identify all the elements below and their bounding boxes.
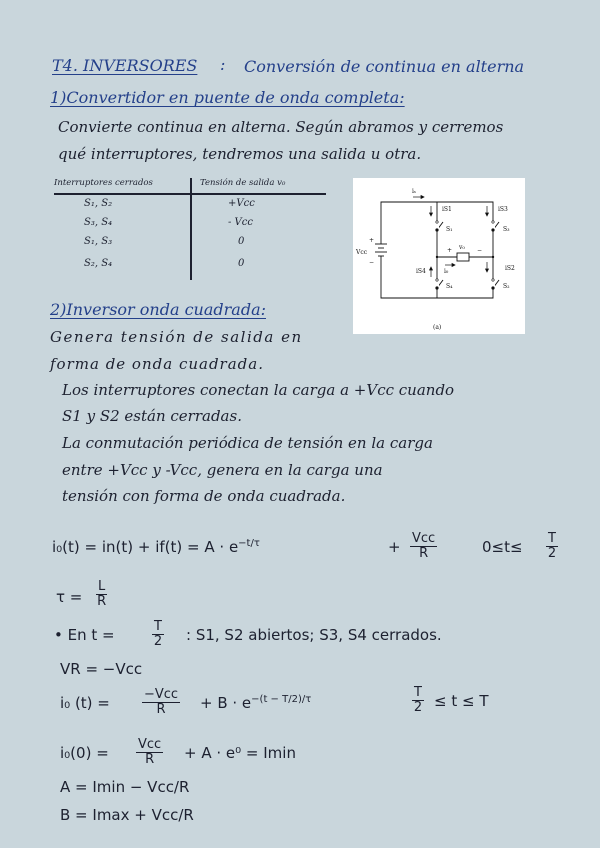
eq1-range: 0≤t≤ bbox=[482, 538, 523, 556]
title-colon: : bbox=[220, 55, 226, 74]
table-row-3-voltage: 0 bbox=[238, 236, 245, 247]
circuit-diagram bbox=[353, 178, 525, 334]
label-minus-source: − bbox=[369, 259, 375, 266]
section2-line-1: Genera tensión de salida en bbox=[50, 328, 303, 346]
a-line: A = Imin − Vcc/R bbox=[60, 778, 190, 796]
bullet-den: 2 bbox=[153, 634, 163, 649]
table-header-voltage: Tensión de salida v₀ bbox=[200, 178, 286, 188]
section2-heading: 2)Inversor onda cuadrada: bbox=[50, 300, 266, 319]
figure-caption: (a) bbox=[433, 324, 442, 331]
eq3-fraction bbox=[136, 738, 163, 767]
section2-line-4: S1 y S2 están cerradas. bbox=[62, 407, 242, 425]
eq3-num: Vcc bbox=[138, 737, 162, 752]
section1-heading: 1)Convertidor en puente de onda completa: bbox=[50, 88, 405, 107]
table-row-1-switches: S₁, S₂ bbox=[84, 198, 113, 209]
eq1-frac-num: Vcc bbox=[412, 531, 436, 546]
section2-line-7: tensión con forma de onda cuadrada. bbox=[62, 487, 346, 505]
eq2-num: −Vcc bbox=[144, 687, 179, 702]
table-row-4-voltage: 0 bbox=[238, 258, 245, 269]
section2-line-2: forma de onda cuadrada. bbox=[50, 355, 264, 373]
eq1-range-den: 2 bbox=[547, 546, 557, 561]
eq2-fraction bbox=[142, 688, 180, 717]
eq2-range-suffix: ≤ t ≤ T bbox=[434, 692, 489, 710]
label-minus-load: − bbox=[477, 247, 483, 254]
section2-line-3: Los interruptores conectan la carga a +Vcc cuando bbox=[62, 381, 455, 399]
bullet-num: T bbox=[154, 619, 162, 634]
eq1-fraction bbox=[410, 532, 437, 561]
label-is2: iS2 bbox=[505, 265, 515, 272]
label-s3: S₃ bbox=[503, 226, 510, 233]
eq2-range-fraction bbox=[412, 686, 424, 715]
eq2-range-den: 2 bbox=[413, 700, 423, 715]
switch-state-table bbox=[54, 178, 326, 280]
title-code: T4. INVERSORES bbox=[52, 56, 198, 75]
table-row-2-switches: S₃, S₄ bbox=[84, 217, 113, 228]
eq3-rhs: + A · e⁰ = Imin bbox=[184, 744, 296, 762]
label-vcc: Vcc bbox=[356, 249, 368, 256]
section2-line-6: entre +Vcc y -Vcc, genera en la carga una bbox=[62, 461, 383, 479]
table-row-4-switches: S₂, S₄ bbox=[84, 258, 113, 269]
bullet-fraction bbox=[152, 620, 164, 649]
full-bridge-circuit-figure bbox=[353, 178, 525, 334]
label-i0: i₀ bbox=[444, 268, 449, 275]
label-is1: iS1 bbox=[442, 206, 452, 213]
eq3-lhs: i₀(0) = bbox=[60, 744, 109, 762]
b-line: B = Imax + Vcc/R bbox=[60, 806, 194, 824]
section2-line-5: La conmutación periódica de tensión en la carga bbox=[62, 434, 433, 452]
label-is3: iS3 bbox=[498, 206, 508, 213]
label-v0: v₀ bbox=[459, 244, 465, 251]
eq2-exponent: −(t − T/2)/τ bbox=[251, 694, 312, 705]
label-plus-source: + bbox=[369, 237, 375, 244]
eq3-den: R bbox=[145, 752, 155, 767]
table-row-2-voltage: - Vcc bbox=[228, 217, 253, 228]
tau-den: R bbox=[97, 594, 107, 609]
label-s2: S₂ bbox=[503, 283, 510, 290]
eq2-range-num: T bbox=[414, 685, 422, 700]
eq1-exponent: −t/τ bbox=[238, 538, 260, 549]
label-plus-load: + bbox=[447, 247, 453, 254]
label-s1: S₁ bbox=[446, 226, 453, 233]
bullet-prefix: • En t = bbox=[54, 626, 115, 644]
label-is4: iS4 bbox=[416, 268, 426, 275]
eq2-mid-text: + B · e bbox=[200, 694, 252, 712]
page-title bbox=[52, 56, 197, 75]
eq2-den: R bbox=[156, 702, 166, 717]
section1-line-1: Convierte continua en alterna. Según abramos y cerremos bbox=[58, 118, 504, 136]
tau-fraction bbox=[96, 580, 107, 609]
eq1-lhs: i₀(t) = in(t) + if(t) = A · e bbox=[52, 538, 239, 556]
tau-num: L bbox=[98, 579, 106, 594]
tau-lhs: τ = bbox=[56, 588, 83, 606]
page-subtitle: Conversión de continua en alterna bbox=[244, 57, 525, 76]
label-is: iₛ bbox=[412, 188, 416, 195]
bullet-suffix: : S1, S2 abiertos; S3, S4 cerrados. bbox=[186, 626, 442, 644]
eq1-range-fraction bbox=[546, 532, 558, 561]
eq1-frac-den: R bbox=[419, 546, 429, 561]
table-row-3-switches: S₁, S₃ bbox=[84, 236, 113, 247]
vr-line: VR = −Vcc bbox=[60, 660, 143, 678]
eq1-range-num: T bbox=[548, 531, 556, 546]
eq2-lhs: i₀ (t) = bbox=[60, 694, 110, 712]
table-row-1-voltage: +Vcc bbox=[228, 198, 255, 209]
section1-line-2: qué interruptores, tendremos una salida u otra. bbox=[58, 145, 422, 163]
table-header-switches: Interruptores cerrados bbox=[54, 178, 153, 188]
eq1-plus: + bbox=[388, 538, 401, 556]
eq2-mid bbox=[200, 694, 311, 712]
label-s4: S₄ bbox=[446, 283, 453, 290]
table-column-divider bbox=[190, 178, 192, 280]
equation-io-first-half bbox=[52, 538, 260, 556]
